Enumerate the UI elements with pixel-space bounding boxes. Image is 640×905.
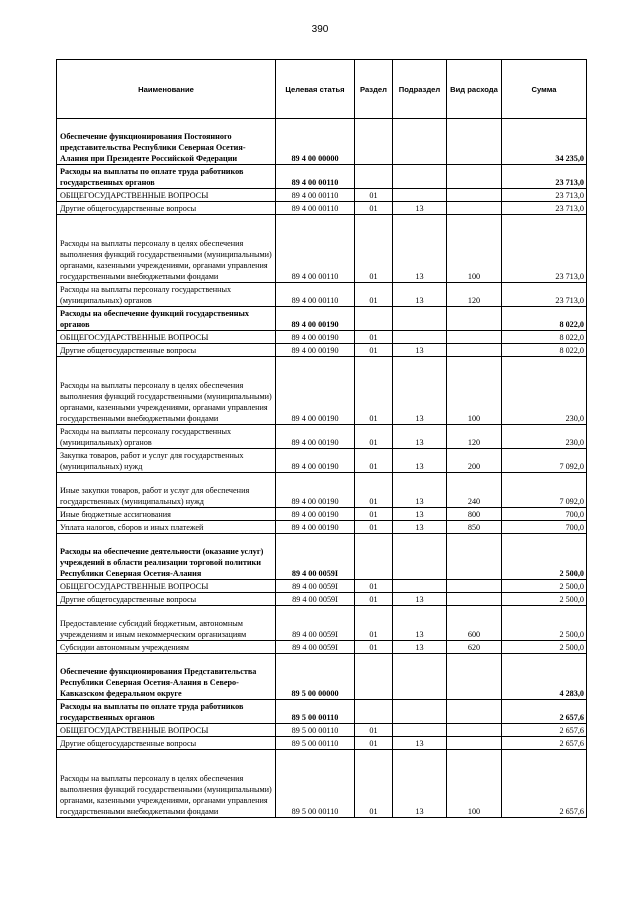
cell-target-article: 89 5 00 00110 (276, 724, 355, 737)
table-row (57, 215, 587, 283)
cell-expense-type (447, 580, 502, 593)
cell-amount: 34 235,0 (502, 119, 587, 165)
cell-target-article: 89 4 00 00190 (276, 508, 355, 521)
cell-target-article: 89 4 00 0059I (276, 580, 355, 593)
cell-subsection: 13 (393, 521, 447, 534)
cell-expense-type: 240 (447, 473, 502, 508)
cell-amount: 2 500,0 (502, 593, 587, 606)
cell-subsection (393, 331, 447, 344)
cell-target-article: 89 4 00 0059I (276, 593, 355, 606)
cell-name: Расходы на обеспечение деятельности (оказание услуг) учреждений в области реализации торговой политики Республики Северная Осетия-Алания (57, 534, 276, 580)
cell-subsection: 13 (393, 202, 447, 215)
table-row (57, 331, 587, 344)
cell-section (355, 119, 393, 165)
table-header-row (57, 60, 587, 119)
cell-target-article: 89 4 00 00190 (276, 331, 355, 344)
cell-name: Расходы на выплаты по оплате труда работников государственных органов (57, 700, 276, 724)
cell-section: 01 (355, 449, 393, 473)
cell-section: 01 (355, 724, 393, 737)
cell-subsection: 13 (393, 357, 447, 425)
header-subsection: Подраздел (393, 60, 447, 119)
cell-expense-type (447, 331, 502, 344)
cell-amount: 230,0 (502, 425, 587, 449)
cell-subsection: 13 (393, 641, 447, 654)
cell-subsection (393, 700, 447, 724)
cell-section: 01 (355, 189, 393, 202)
cell-target-article: 89 4 00 0059I (276, 606, 355, 641)
cell-section: 01 (355, 606, 393, 641)
table-row (57, 654, 587, 700)
cell-amount: 2 657,6 (502, 737, 587, 750)
cell-target-article: 89 4 00 0059I (276, 534, 355, 580)
cell-expense-type (447, 189, 502, 202)
cell-target-article: 89 4 00 00110 (276, 189, 355, 202)
cell-expense-type (447, 654, 502, 700)
cell-target-article: 89 4 00 00190 (276, 307, 355, 331)
cell-subsection: 13 (393, 449, 447, 473)
table-row (57, 473, 587, 508)
cell-section: 01 (355, 425, 393, 449)
cell-target-article: 89 4 00 00190 (276, 344, 355, 357)
cell-section: 01 (355, 750, 393, 818)
cell-target-article: 89 4 00 00190 (276, 449, 355, 473)
table-row (57, 307, 587, 331)
cell-amount: 23 713,0 (502, 202, 587, 215)
cell-subsection: 13 (393, 737, 447, 750)
cell-expense-type (447, 119, 502, 165)
cell-section (355, 700, 393, 724)
cell-amount: 2 500,0 (502, 641, 587, 654)
cell-expense-type (447, 700, 502, 724)
cell-name: Другие общегосударственные вопросы (57, 202, 276, 215)
table-row (57, 357, 587, 425)
header-amount: Сумма (502, 60, 587, 119)
table-row (57, 700, 587, 724)
table-row (57, 737, 587, 750)
cell-expense-type: 850 (447, 521, 502, 534)
cell-amount: 23 713,0 (502, 215, 587, 283)
cell-subsection (393, 534, 447, 580)
cell-name: Закупка товаров, работ и услуг для государственных (муниципальных) нужд (57, 449, 276, 473)
cell-expense-type (447, 165, 502, 189)
cell-section: 01 (355, 641, 393, 654)
cell-target-article: 89 4 00 00000 (276, 119, 355, 165)
cell-amount: 2 500,0 (502, 606, 587, 641)
cell-name: Другие общегосударственные вопросы (57, 737, 276, 750)
cell-amount: 700,0 (502, 521, 587, 534)
cell-amount: 7 092,0 (502, 473, 587, 508)
table-row (57, 202, 587, 215)
table-row (57, 344, 587, 357)
table-row (57, 119, 587, 165)
cell-subsection (393, 724, 447, 737)
cell-section: 01 (355, 737, 393, 750)
cell-subsection (393, 165, 447, 189)
table-row (57, 165, 587, 189)
cell-expense-type (447, 202, 502, 215)
cell-name: Обеспечение функционирования Представительства Республики Северная Осетия-Алания в Северо-Кавказском федеральном округе (57, 654, 276, 700)
cell-section (355, 534, 393, 580)
cell-amount: 2 657,6 (502, 724, 587, 737)
cell-subsection: 13 (393, 508, 447, 521)
cell-target-article: 89 4 00 00110 (276, 215, 355, 283)
cell-subsection: 13 (393, 606, 447, 641)
cell-expense-type (447, 724, 502, 737)
cell-expense-type: 800 (447, 508, 502, 521)
cell-subsection: 13 (393, 593, 447, 606)
cell-expense-type (447, 344, 502, 357)
cell-subsection: 13 (393, 473, 447, 508)
table-row (57, 508, 587, 521)
cell-name: Расходы на выплаты персоналу в целях обеспечения выполнения функций государственными (муниципальными) органами, казенными учреждениями, органами управления государственными внебюджетными фондами (57, 750, 276, 818)
cell-amount: 8 022,0 (502, 307, 587, 331)
table-body (57, 119, 587, 818)
cell-name: ОБЩЕГОСУДАРСТВЕННЫЕ ВОПРОСЫ (57, 724, 276, 737)
cell-amount: 4 283,0 (502, 654, 587, 700)
cell-amount: 23 713,0 (502, 165, 587, 189)
cell-subsection (393, 654, 447, 700)
cell-amount: 2 500,0 (502, 534, 587, 580)
header-name: Наименование (57, 60, 276, 119)
page-number: 390 (311, 24, 329, 35)
table-row (57, 580, 587, 593)
cell-subsection: 13 (393, 425, 447, 449)
cell-amount: 23 713,0 (502, 283, 587, 307)
cell-expense-type (447, 593, 502, 606)
cell-subsection: 13 (393, 344, 447, 357)
cell-section: 01 (355, 344, 393, 357)
cell-amount: 8 022,0 (502, 331, 587, 344)
cell-amount: 8 022,0 (502, 344, 587, 357)
cell-name: Расходы на выплаты персоналу государственных (муниципальных) органов (57, 283, 276, 307)
cell-name: ОБЩЕГОСУДАРСТВЕННЫЕ ВОПРОСЫ (57, 580, 276, 593)
cell-name: Уплата налогов, сборов и иных платежей (57, 521, 276, 534)
cell-amount: 2 657,6 (502, 750, 587, 818)
table-row (57, 724, 587, 737)
cell-section (355, 165, 393, 189)
cell-section: 01 (355, 580, 393, 593)
cell-expense-type (447, 737, 502, 750)
header-expense-type: Вид расхода (447, 60, 502, 119)
cell-section: 01 (355, 283, 393, 307)
cell-expense-type (447, 307, 502, 331)
header-section: Раздел (355, 60, 393, 119)
cell-target-article: 89 5 00 00110 (276, 750, 355, 818)
header-target-article: Целевая статья (276, 60, 355, 119)
cell-name: Расходы на выплаты персоналу государственных (муниципальных) органов (57, 425, 276, 449)
cell-target-article: 89 4 00 00190 (276, 425, 355, 449)
cell-name: Обеспечение функционирования Постоянного представительства Республики Северная Осетия-Алания при Президенте Российской Федерации (57, 119, 276, 165)
cell-section: 01 (355, 508, 393, 521)
cell-section (355, 654, 393, 700)
table-row (57, 449, 587, 473)
cell-name: Расходы на выплаты персоналу в целях обеспечения выполнения функций государственными (муниципальными) органами, казенными учреждениями, органами управления государственными внебюджетными фондами (57, 215, 276, 283)
cell-target-article: 89 4 00 00190 (276, 521, 355, 534)
table-row (57, 606, 587, 641)
cell-amount: 23 713,0 (502, 189, 587, 202)
cell-expense-type: 120 (447, 283, 502, 307)
cell-target-article: 89 4 00 00190 (276, 473, 355, 508)
cell-expense-type: 100 (447, 215, 502, 283)
cell-section: 01 (355, 521, 393, 534)
cell-name: Расходы на выплаты по оплате труда работников государственных органов (57, 165, 276, 189)
cell-expense-type: 120 (447, 425, 502, 449)
cell-name: Иные бюджетные ассигнования (57, 508, 276, 521)
cell-expense-type: 620 (447, 641, 502, 654)
cell-expense-type: 100 (447, 357, 502, 425)
cell-expense-type (447, 534, 502, 580)
cell-expense-type: 200 (447, 449, 502, 473)
cell-name: Субсидии автономным учреждениям (57, 641, 276, 654)
cell-name: Расходы на выплаты персоналу в целях обеспечения выполнения функций государственными (муниципальными) органами, казенными учреждениями, органами управления государственными внебюджетными фондами (57, 357, 276, 425)
cell-section (355, 307, 393, 331)
cell-expense-type: 100 (447, 750, 502, 818)
cell-name: Расходы на обеспечение функций государственных органов (57, 307, 276, 331)
cell-target-article: 89 4 00 00110 (276, 165, 355, 189)
cell-amount: 7 092,0 (502, 449, 587, 473)
cell-subsection (393, 580, 447, 593)
cell-expense-type: 600 (447, 606, 502, 641)
table-row (57, 534, 587, 580)
cell-section: 01 (355, 473, 393, 508)
cell-amount: 2 500,0 (502, 580, 587, 593)
cell-name: Предоставление субсидий бюджетным, автономным учреждениям и иным некоммерческим организациям (57, 606, 276, 641)
cell-name: Другие общегосударственные вопросы (57, 344, 276, 357)
cell-target-article: 89 5 00 00000 (276, 654, 355, 700)
cell-section: 01 (355, 215, 393, 283)
cell-section: 01 (355, 331, 393, 344)
cell-target-article: 89 5 00 00110 (276, 737, 355, 750)
cell-amount: 230,0 (502, 357, 587, 425)
cell-amount: 700,0 (502, 508, 587, 521)
cell-target-article: 89 4 00 00110 (276, 283, 355, 307)
cell-subsection: 13 (393, 283, 447, 307)
cell-target-article: 89 4 00 0059I (276, 641, 355, 654)
cell-subsection: 13 (393, 750, 447, 818)
cell-section: 01 (355, 593, 393, 606)
cell-subsection (393, 119, 447, 165)
table-row (57, 189, 587, 202)
cell-subsection (393, 307, 447, 331)
table-row (57, 283, 587, 307)
cell-target-article: 89 4 00 00110 (276, 202, 355, 215)
cell-subsection (393, 189, 447, 202)
cell-target-article: 89 4 00 00190 (276, 357, 355, 425)
cell-section: 01 (355, 357, 393, 425)
table-row (57, 750, 587, 818)
cell-name: Иные закупки товаров, работ и услуг для обеспечения государственных (муниципальных) нужд (57, 473, 276, 508)
budget-table (56, 59, 587, 818)
cell-name: Другие общегосударственные вопросы (57, 593, 276, 606)
table-row (57, 521, 587, 534)
cell-subsection: 13 (393, 215, 447, 283)
table-row (57, 425, 587, 449)
cell-name: ОБЩЕГОСУДАРСТВЕННЫЕ ВОПРОСЫ (57, 189, 276, 202)
cell-amount: 2 657,6 (502, 700, 587, 724)
table-row (57, 593, 587, 606)
table-row (57, 641, 587, 654)
cell-name: ОБЩЕГОСУДАРСТВЕННЫЕ ВОПРОСЫ (57, 331, 276, 344)
cell-target-article: 89 5 00 00110 (276, 700, 355, 724)
cell-section: 01 (355, 202, 393, 215)
